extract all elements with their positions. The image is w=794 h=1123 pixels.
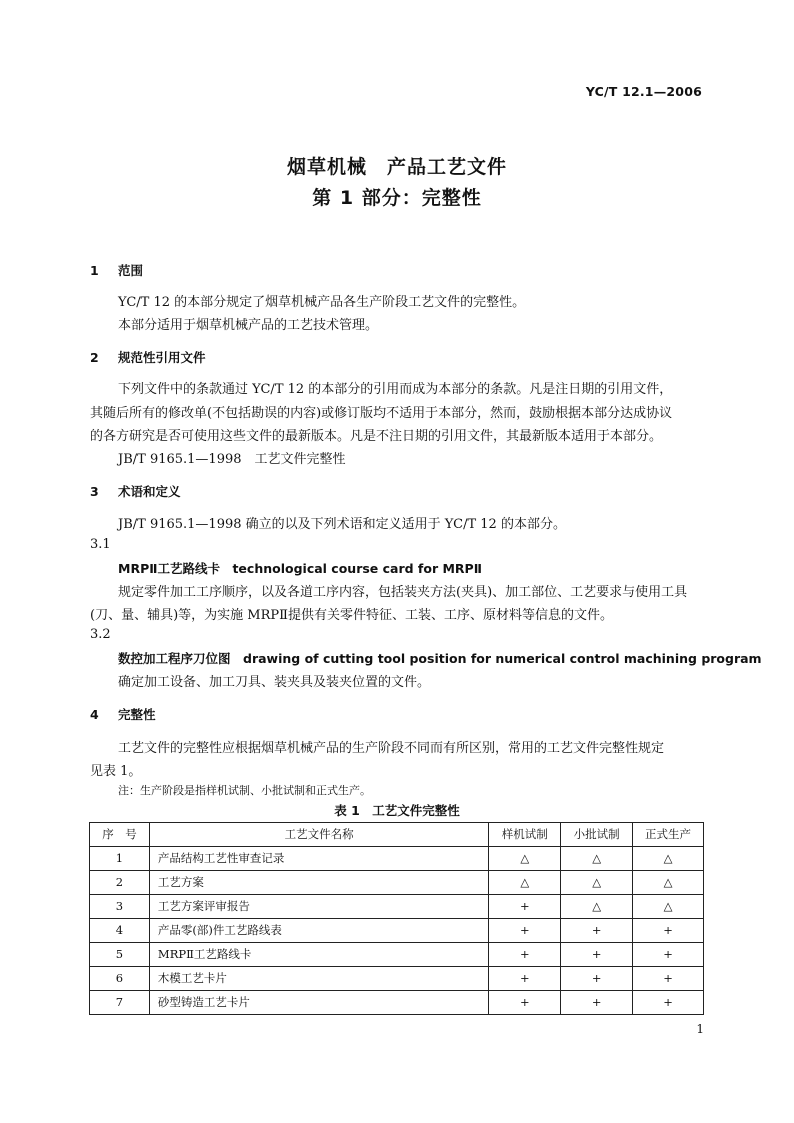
standard-number: YC/T 12.1—2006 <box>585 84 702 99</box>
page-number: 1 <box>696 1022 704 1036</box>
clause-3-2-definition: 确定加工设备、加工刀具、装夹具及装夹位置的文件。 <box>118 675 431 690</box>
section-title: 完整性 <box>118 707 156 722</box>
clause-3-1-number: 3.1 <box>90 537 111 552</box>
section-4-heading <box>90 705 156 723</box>
cell-document-name: 工艺方案评审报告 <box>149 895 488 919</box>
clause-3-2-number: 3.2 <box>90 627 111 642</box>
table-row <box>90 967 704 991</box>
cell-small-batch-mark: + <box>561 943 633 967</box>
document-subtitle: 第 1 部分：完整性 <box>312 187 482 209</box>
cell-formal-production-mark: △ <box>633 895 704 919</box>
cell-serial-number: 2 <box>90 871 150 895</box>
header-prototype-trial: 样机试制 <box>489 823 561 847</box>
process-document-table <box>89 822 704 1015</box>
cell-serial-number: 4 <box>90 919 150 943</box>
cell-small-batch-mark: △ <box>561 895 633 919</box>
section-1-paragraph-1: YC/T 12 的本部分规定了烟草机械产品各生产阶段工艺文件的完整性。 <box>118 295 526 310</box>
cell-serial-number: 6 <box>90 967 150 991</box>
cell-serial-number: 7 <box>90 991 150 1015</box>
cell-prototype-mark: + <box>489 991 561 1015</box>
clause-3-1-definition-line-2: (刀、量、辅具)等，为实施 MRPⅡ提供有关零件特征、工装、工序、原材料等信息的文件。 <box>90 608 613 623</box>
cell-document-name: 砂型铸造工艺卡片 <box>149 991 488 1015</box>
cell-formal-production-mark: + <box>633 991 704 1015</box>
cell-prototype-mark: △ <box>489 871 561 895</box>
document-title: 烟草机械 产品工艺文件 <box>286 156 507 178</box>
section-1-heading <box>90 261 143 279</box>
section-3-intro: JB/T 9165.1—1998 确立的以及下列术语和定义适用于 YC/T 12 的本部分。 <box>118 517 566 532</box>
section-title: 范围 <box>118 263 144 278</box>
cell-serial-number: 3 <box>90 895 150 919</box>
section-4-note: 注：生产阶段是指样机试制、小批试制和正式生产。 <box>118 784 371 797</box>
cell-prototype-mark: △ <box>489 847 561 871</box>
cell-document-name: 工艺方案 <box>149 871 488 895</box>
cell-formal-production-mark: + <box>633 919 704 943</box>
cell-serial-number: 5 <box>90 943 150 967</box>
cell-formal-production-mark: △ <box>633 871 704 895</box>
cell-small-batch-mark: + <box>561 967 633 991</box>
table-row <box>90 919 704 943</box>
cell-small-batch-mark: △ <box>561 871 633 895</box>
section-2-line-3: 的各方研究是否可使用这些文件的最新版本。凡是不注日期的引用文件，其最新版本适用于本部分。 <box>90 429 663 444</box>
table-row <box>90 871 704 895</box>
section-2-line-1: 下列文件中的条款通过 YC/T 12 的本部分的引用而成为本部分的条款。凡是注日期的引用文件， <box>118 382 673 397</box>
cell-document-name: 木模工艺卡片 <box>149 967 488 991</box>
table-caption: 表 1 工艺文件完整性 <box>334 803 460 818</box>
cell-prototype-mark: + <box>489 967 561 991</box>
table-row <box>90 991 704 1015</box>
section-number: 3 <box>90 484 99 499</box>
section-2-heading <box>90 348 206 366</box>
cell-document-name: 产品零(部)件工艺路线表 <box>149 919 488 943</box>
header-serial-number: 序 号 <box>90 823 150 847</box>
cell-document-name: MRPⅡ工艺路线卡 <box>149 943 488 967</box>
section-number: 4 <box>90 707 99 722</box>
cell-document-name: 产品结构工艺性审查记录 <box>149 847 488 871</box>
table-row <box>90 943 704 967</box>
clause-3-1-term: MRPⅡ工艺路线卡 technological course card for MRPⅡ <box>118 561 482 576</box>
section-4-line-1: 工艺文件的完整性应根据烟草机械产品的生产阶段不同而有所区别，常用的工艺文件完整性规定 <box>118 741 665 756</box>
section-title: 规范性引用文件 <box>118 350 206 365</box>
section-1-paragraph-2: 本部分适用于烟草机械产品的工艺技术管理。 <box>118 318 379 333</box>
clause-3-2-term: 数控加工程序刀位图 drawing of cutting tool position for numerical control machining program <box>118 651 762 666</box>
cell-prototype-mark: + <box>489 943 561 967</box>
cell-prototype-mark: + <box>489 919 561 943</box>
header-small-batch-trial: 小批试制 <box>561 823 633 847</box>
section-title: 术语和定义 <box>118 484 181 499</box>
table-row <box>90 895 704 919</box>
section-number: 1 <box>90 263 99 278</box>
table-header-row <box>90 823 704 847</box>
clause-3-1-definition-line-1: 规定零件加工工序顺序，以及各道工序内容，包括装夹方法(夹具)、加工部位、工艺要求与使用工具 <box>118 585 688 600</box>
section-2-line-2: 其随后所有的修改单(不包括勘误的内容)或修订版均不适用于本部分，然而，鼓励根据本部分达成协议 <box>90 406 673 421</box>
section-number: 2 <box>90 350 99 365</box>
cell-formal-production-mark: + <box>633 967 704 991</box>
cell-formal-production-mark: △ <box>633 847 704 871</box>
table-row <box>90 847 704 871</box>
header-formal-production: 正式生产 <box>633 823 704 847</box>
cell-formal-production-mark: + <box>633 943 704 967</box>
normative-reference: JB/T 9165.1—1998 工艺文件完整性 <box>118 452 346 467</box>
cell-small-batch-mark: △ <box>561 847 633 871</box>
header-document-name: 工艺文件名称 <box>149 823 488 847</box>
cell-prototype-mark: + <box>489 895 561 919</box>
cell-small-batch-mark: + <box>561 991 633 1015</box>
cell-small-batch-mark: + <box>561 919 633 943</box>
section-4-line-2: 见表 1。 <box>90 764 142 779</box>
section-3-heading <box>90 482 181 500</box>
cell-serial-number: 1 <box>90 847 150 871</box>
